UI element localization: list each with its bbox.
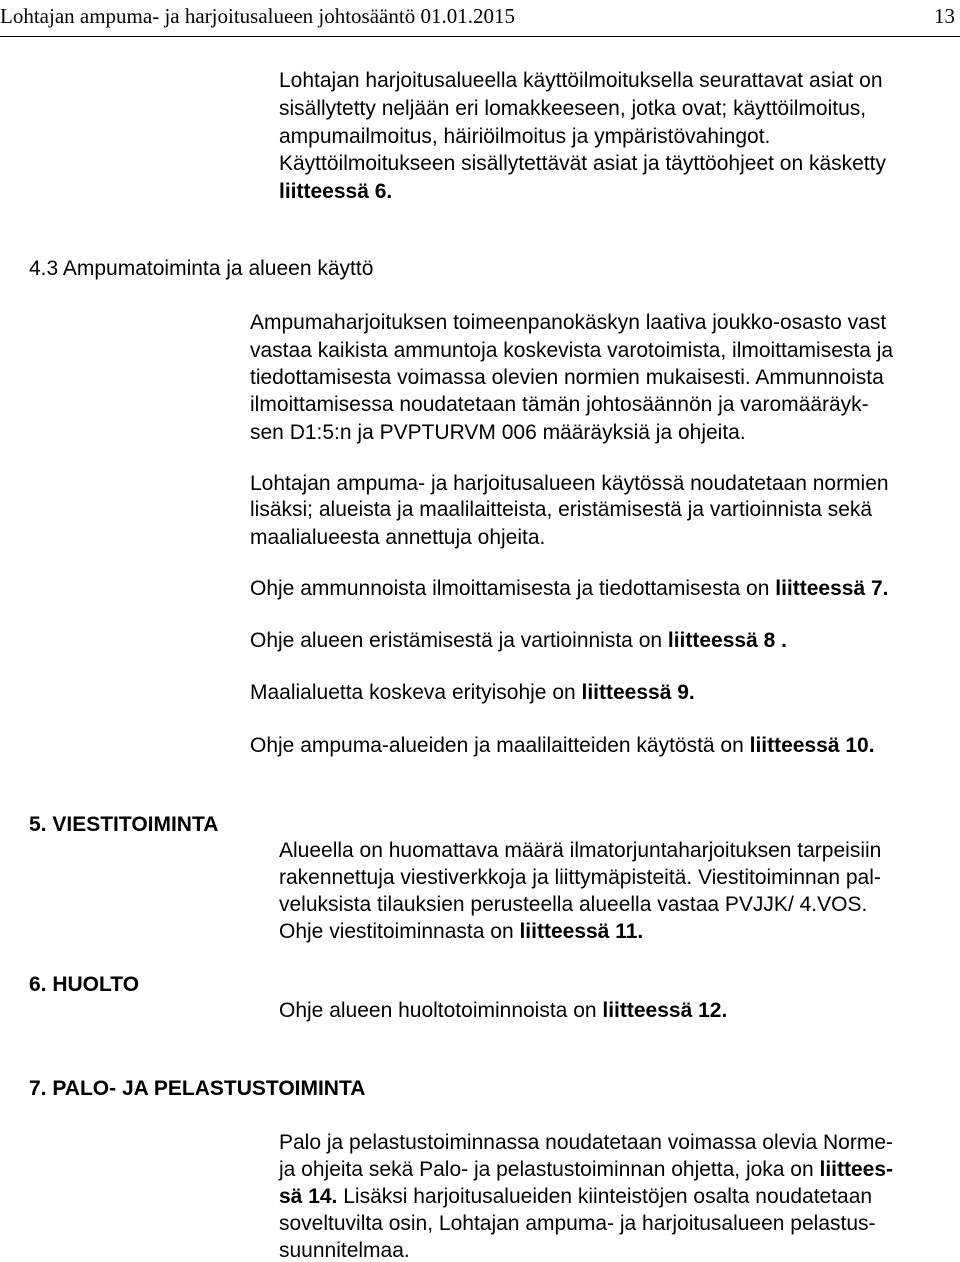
- text-line: rakennettuja viestiverkkoja ja liittymäpisteitä. Viestitoiminnan pal-: [279, 866, 881, 889]
- appendix-link: liitteessä 10.: [749, 734, 875, 757]
- appendix-reference-8: [250, 630, 787, 651]
- reference-text: Ohje ampuma-alueiden ja maalilaitteiden käytöstä on: [250, 734, 750, 757]
- text-span: ja ohjeita sekä Palo- ja pelastustoiminnan ohjetta, joka on: [279, 1158, 820, 1181]
- text-span: Lisäksi harjoitusalueiden kiinteistöjen osalta noudatetaan: [337, 1185, 873, 1208]
- reference-text: Ohje ammunnoista ilmoittamisesta ja tiedottamisesta on: [250, 577, 776, 600]
- reference-text: Ohje viestitoiminnasta on: [279, 920, 520, 943]
- text-line: suunnitelmaa.: [279, 1239, 410, 1262]
- text-line: Alueella on huomattava määrä ilmatorjuntaharjoituksen tarpeisiin: [279, 839, 882, 862]
- section-4-3-heading: 4.3 Ampumatoiminta ja alueen käyttö: [29, 257, 374, 280]
- text-line: vastaa kaikista ammuntoja koskevista varotoimista, ilmoittamisesta ja: [250, 339, 894, 362]
- text-line: Käyttöilmoitukseen sisällytettävät asiat ja täyttöohjeet on käsketty: [279, 152, 886, 175]
- section-7-heading: 7. PALO- JA PELASTUSTOIMINTA: [29, 1077, 366, 1100]
- text-line: maalialueesta annettuja ohjeita.: [250, 526, 546, 549]
- text-line: liitteessä 6.: [279, 180, 393, 203]
- text-line: Lohtajan harjoitusalueella käyttöilmoituksella seurattavat asiat on: [279, 69, 883, 92]
- text-line: lisäksi; alueista ja maalilaitteista, eristämisestä ja vartioinnista sekä: [250, 498, 873, 521]
- text-line: soveltuvilta osin, Lohtajan ampuma- ja harjoitusalueen pelastus-: [279, 1212, 876, 1235]
- section-5-heading: 5. VIESTITOIMINTA: [29, 813, 219, 836]
- appendix-link: liitteessä 11.: [519, 920, 644, 943]
- text-line: Palo ja pelastustoiminnassa noudatetaan voimassa olevia Norme-: [279, 1131, 894, 1154]
- text-line: sen D1:5:n ja PVPTURVM 006 määräyksiä ja ohjeita.: [250, 421, 746, 444]
- appendix-link: liitteessä 9.: [581, 681, 695, 704]
- appendix-reference-10: [250, 735, 875, 756]
- text-line: ilmoittamisessa noudatetaan tämän johtosäännön ja varomääräyk-: [250, 393, 869, 416]
- section-6-paragraph: [279, 1000, 727, 1021]
- text-line: [279, 1159, 893, 1180]
- text-line: ampumailmoitus, häiriöilmoitus ja ympäristövahingot.: [279, 125, 771, 148]
- appendix-link: sä 14.: [279, 1185, 338, 1208]
- reference-text: Ohje alueen huoltotoiminnoista on: [279, 999, 603, 1022]
- appendix-reference-9: [250, 682, 695, 703]
- appendix-link: liittees-: [819, 1158, 894, 1181]
- appendix-link: liitteessä 7.: [775, 577, 889, 600]
- document-title: Lohtajan ampuma- ja harjoitusalueen johtosääntö 01.01.2015: [0, 4, 515, 28]
- page-number: 13: [934, 4, 955, 28]
- section-6-heading: 6. HUOLTO: [29, 973, 140, 996]
- reference-text: Ohje alueen eristämisestä ja vartioinnista on: [250, 629, 668, 652]
- text-line: sisällytetty neljään eri lomakkeeseen, jotka ovat; käyttöilmoitus,: [279, 97, 867, 120]
- appendix-link: liitteessä 12.: [602, 999, 728, 1022]
- appendix-reference-7: [250, 578, 888, 599]
- reference-text: Maalialuetta koskeva erityisohje on: [250, 681, 582, 704]
- text-line: Ampumaharjoituksen toimeenpanokäskyn laativa joukko-osasto vast: [250, 311, 887, 334]
- text-line: veluksista tilauksien perusteella alueella vastaa PVJJK/ 4.VOS.: [279, 893, 868, 916]
- text-line: Lohtajan ampuma- ja harjoitusalueen käytössä noudatetaan normien: [250, 472, 889, 495]
- text-line: tiedottamisesta voimassa olevien normien mukaisesti. Ammunnoista: [250, 366, 884, 389]
- header-rule: [0, 36, 960, 37]
- text-line: [279, 921, 643, 942]
- text-line: [279, 1186, 872, 1207]
- appendix-link: liitteessä 8 .: [667, 629, 787, 652]
